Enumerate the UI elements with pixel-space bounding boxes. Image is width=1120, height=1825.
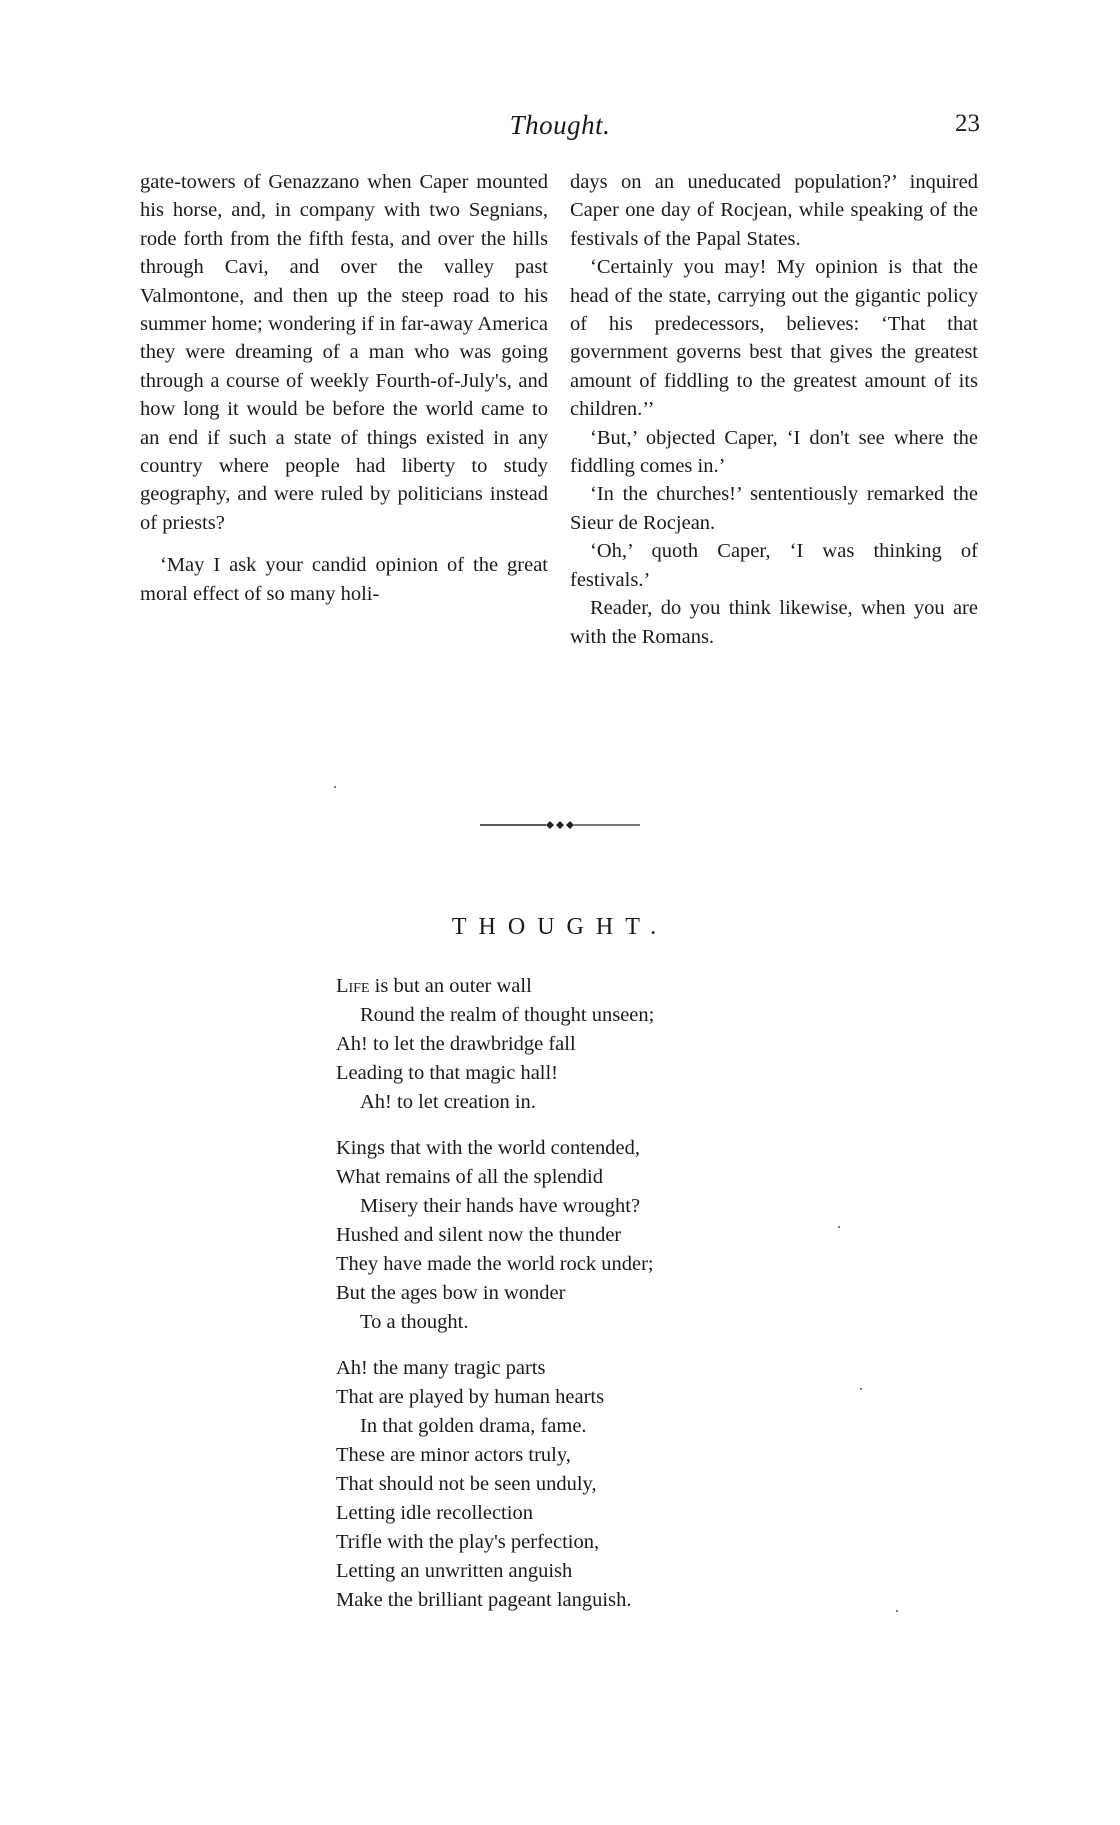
poem bbox=[336, 972, 896, 1632]
paragraph-certainly: ‘Certainly you may! My opinion is that the head of the state, carrying out the gigantic policy of his predecessors, believes: ‘That that government governs best that gives the greatest amount of fiddling to the greatest amount of its children.’’ bbox=[570, 256, 978, 421]
paragraph-reader: Reader, do you think likewise, when you are with the Romans. bbox=[570, 597, 978, 648]
left-column bbox=[140, 168, 548, 608]
poem-stanza bbox=[336, 972, 896, 1117]
poem-stanza bbox=[336, 1354, 896, 1615]
poem-line: Letting an unwritten anguish bbox=[336, 1560, 573, 1582]
paragraph-candid-opinion: ‘May I ask your candid opinion of the great moral effect of so many holi- bbox=[140, 554, 548, 605]
poem-first-word: Life bbox=[336, 975, 370, 997]
paragraph-festivals: ‘Oh,’ quoth Caper, ‘I was thinking of festivals.’ bbox=[570, 540, 978, 591]
paragraph-uneducated-population: days on an uneducated population?’ inquired Caper one day of Rocjean, while speaking of the festivals of the Papal States. bbox=[570, 171, 978, 250]
running-head bbox=[140, 110, 980, 150]
poem-line: Ah! to let creation in. bbox=[360, 1091, 536, 1113]
poem-line: What remains of all the splendid bbox=[336, 1166, 603, 1188]
poem-line: They have made the world rock under; bbox=[336, 1253, 654, 1275]
poem-line: Letting idle recollection bbox=[336, 1502, 533, 1524]
print-speck bbox=[838, 1226, 840, 1228]
poem-line: But the ages bow in wonder bbox=[336, 1282, 566, 1304]
section-divider-ornament bbox=[0, 818, 1120, 836]
poem-line: That should not be seen unduly, bbox=[336, 1473, 597, 1495]
divider-ornament-icon bbox=[480, 819, 640, 831]
poem-line bbox=[336, 972, 896, 1001]
poem-line: Ah! to let the drawbridge fall bbox=[336, 1033, 576, 1055]
poem-line: That are played by human hearts bbox=[336, 1386, 605, 1408]
poem-line: Misery their hands have wrought? bbox=[360, 1195, 641, 1217]
poem-line: Leading to that magic hall! bbox=[336, 1062, 559, 1084]
paragraph-churches: ‘In the churches!’ sententiously remarked the Sieur de Rocjean. bbox=[570, 483, 978, 534]
poem-line: Kings that with the world contended, bbox=[336, 1137, 641, 1159]
print-speck bbox=[896, 1610, 898, 1612]
paragraph-objected: ‘But,’ objected Caper, ‘I don't see where the fiddling comes in.’ bbox=[570, 426, 978, 478]
poem-line: Round the realm of thought unseen; bbox=[360, 1004, 655, 1026]
poem-line: Trifle with the play's perfection, bbox=[336, 1531, 600, 1553]
poem-line: In that golden drama, fame. bbox=[360, 1415, 587, 1437]
print-speck bbox=[334, 786, 336, 788]
page-number: 23 bbox=[955, 110, 980, 137]
print-speck bbox=[860, 1388, 862, 1390]
right-column bbox=[570, 168, 978, 651]
poem-line: These are minor actors truly, bbox=[336, 1444, 571, 1466]
paragraph-gate-towers: gate-towers of Genazzano when Caper mounted his horse, and, in company with two Segnians, rode forth from the fifth festa, and over the hills through Cavi, and over the valley past Valmontone, and then up the steep road to his summer home; wondering if in far-away America they were dreaming of a man who was going through a course of weekly Fourth-of-July's, and how long it would be before the world came to an end if such a state of things existed in any country where people had liberty to study geography, and were ruled by politicians instead of priests? bbox=[140, 171, 548, 534]
poem-line: Hushed and silent now the thunder bbox=[336, 1224, 622, 1246]
poem-line: Ah! the many tragic parts bbox=[336, 1357, 546, 1379]
poem-stanza bbox=[336, 1134, 896, 1337]
poem-line-text: is but an outer wall bbox=[369, 975, 532, 997]
poem-line: To a thought. bbox=[360, 1311, 469, 1333]
poem-title: THOUGHT. bbox=[451, 914, 669, 940]
poem-line: Make the brilliant pageant languish. bbox=[336, 1589, 632, 1611]
running-title: Thought. bbox=[509, 110, 611, 140]
